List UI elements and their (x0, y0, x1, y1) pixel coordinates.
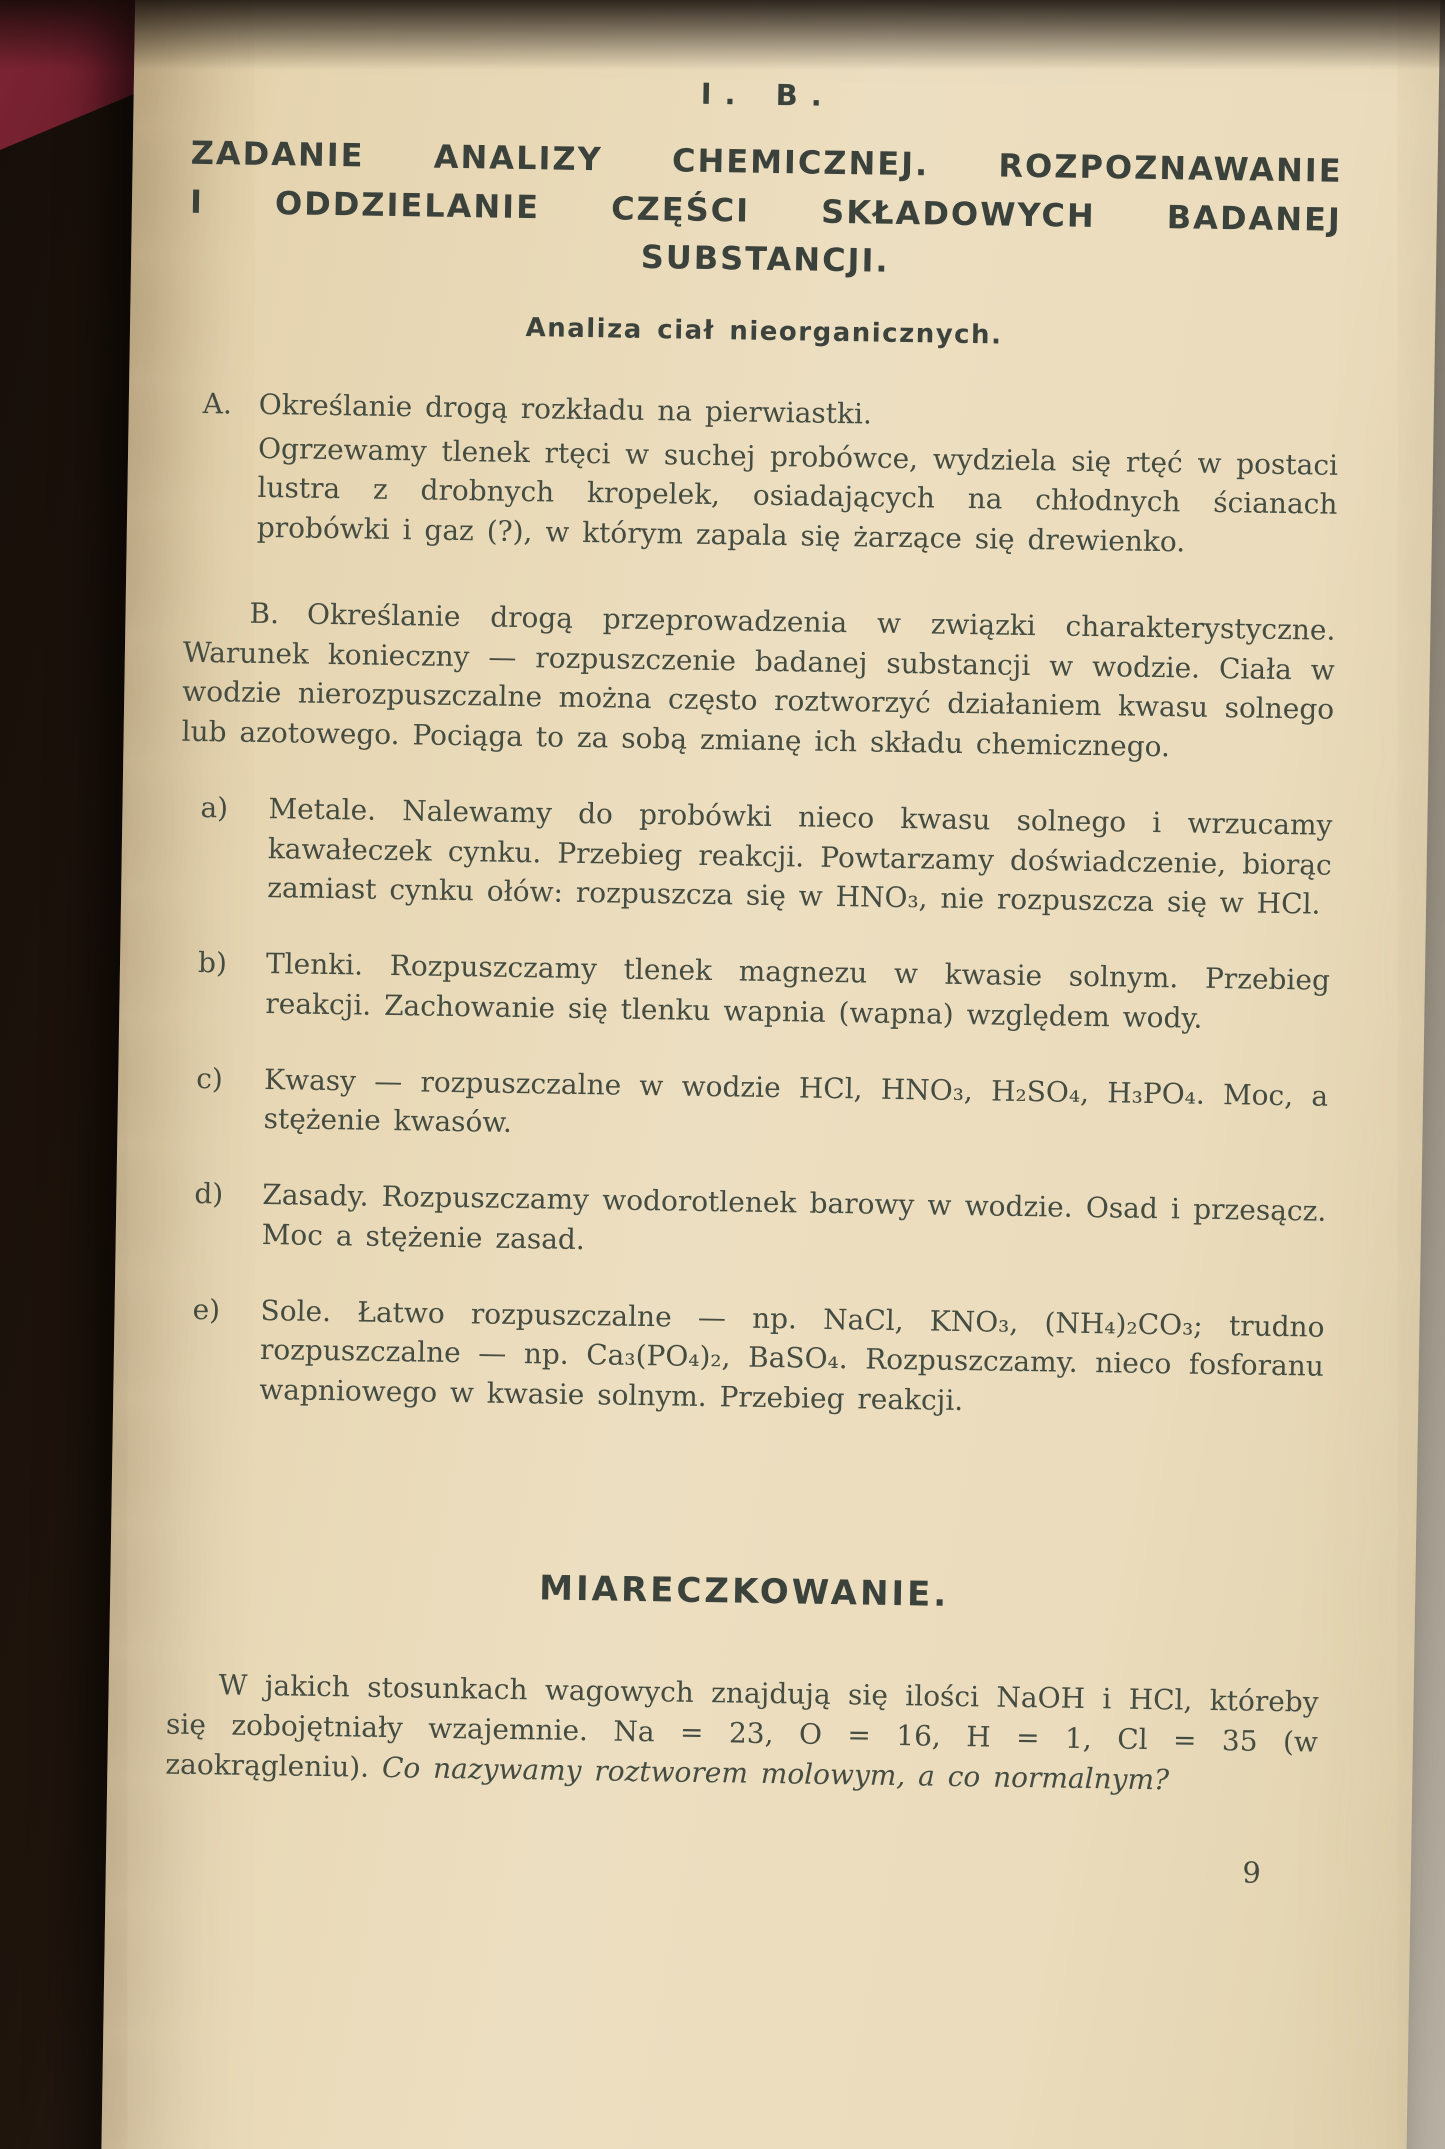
item-A-heading: Określanie drogą rozkładu na pierwiastki. (258, 387, 873, 431)
chapter-title-line: I ODDZIELANIE CZĘŚCI SKŁADOWYCH BADANEJ (189, 182, 1343, 239)
list-item-b (197, 943, 1330, 1040)
list-item-a (199, 788, 1333, 925)
item-B-label: B. (249, 596, 280, 631)
page-number: 9 (1242, 1855, 1262, 1891)
closing-paragraph (165, 1665, 1319, 1802)
chapter-title (189, 129, 1343, 293)
section-label: I. B. (700, 76, 836, 113)
list-item-d-label: d) (194, 1177, 224, 1211)
item-B-body: Określanie drogą przeprowadzenia w związki charakterystyczne. Warunek konieczny — rozpuszczenie badanej substancji w wodzie. Ciała w wodzie nierozpuszczalne można często roztworzyć działaniem kwasu solnego lub azotowego. Pociąga to za sobą zmianę ich składu chemicznego. (181, 597, 1336, 764)
chapter-title-line: SUBSTANCJI. (640, 238, 890, 281)
list-item-b-label: b) (197, 946, 228, 980)
list-item-d (193, 1174, 1326, 1271)
list-item-e-text: Sole. Łatwo rozpuszczalne — np. NaCl, KNO₃, (NH₄)₂CO₃; trudno rozpuszczalne — np. Ca₃(PO₄)₂, BaSO₄. Rozpuszczamy. nieco fosforanu wapniowego w kwasie solnym. Przebieg reakcji. (259, 1293, 1325, 1418)
item-A-label: A. (202, 386, 233, 421)
section-subtitle: Analiza ciał nieorganicznych. (525, 313, 1003, 351)
list-item-e-label: e) (192, 1292, 221, 1327)
book-page (101, 0, 1441, 2149)
chapter-title-line: ZADANIE ANALIZY CHEMICZNEJ. ROZPOZNAWANIE (190, 133, 1343, 191)
item-A-body: Ogrzewamy tlenek rtęci w suchej probówce, wydziela się rtęć w postaci lustra z drobnych kropelek, osiadających na chłodnych ścianach probówki i gaz (?), w którym zapala się żarzące się drewienko. (256, 431, 1339, 559)
list-item-e (191, 1290, 1325, 1427)
page-content (106, 0, 1441, 1897)
list-item-c-text: Kwasy — rozpuszczalne w wodzie HCl, HNO₃, H₂SO₄, H₃PO₄. Moc, a stężenie kwasów. (263, 1062, 1329, 1140)
list-item-a-text: Metale. Nalewamy do probówki nieco kwasu solnego i wrzucamy kawałeczek cynku. Przebieg reakcji. Powtarzamy doświadczenie, biorąc zamiast cynku ołów: rozpuszcza się w HNO₃, nie rozpuszcza się w HCl. (266, 792, 1333, 922)
list-item-d-text: Zasady. Rozpuszczamy wodorotlenek barowy w wodzie. Osad i przesącz. Moc a stężenie zasad. (261, 1178, 1327, 1257)
closing-paragraph-italic: Co nazywamy roztworem molowym, a co normalnym? (381, 1750, 1170, 1797)
item-A (202, 385, 1339, 565)
list-item-c (195, 1059, 1328, 1156)
section2-title: MIARECZKOWANIE. (538, 1568, 950, 1615)
list-item-a-label: a) (200, 790, 229, 825)
item-B (181, 593, 1335, 770)
list-item-c-label: c) (195, 1061, 224, 1096)
list-item-b-text: Tlenki. Rozpuszczamy tlenek magnezu w kwasie solnym. Przebieg reakcji. Zachowanie się tlenku wapnia (wapna) względem wody. (265, 947, 1331, 1035)
closing-paragraph-text: W jakich stosunkach wagowych znajdują się ilości NaOH i HCl, któreby się zobojętniały wzajemnie. Na = 23, O = 16, H = 1, Cl = 35 (w zaokrągleniu). (165, 1668, 1319, 1784)
